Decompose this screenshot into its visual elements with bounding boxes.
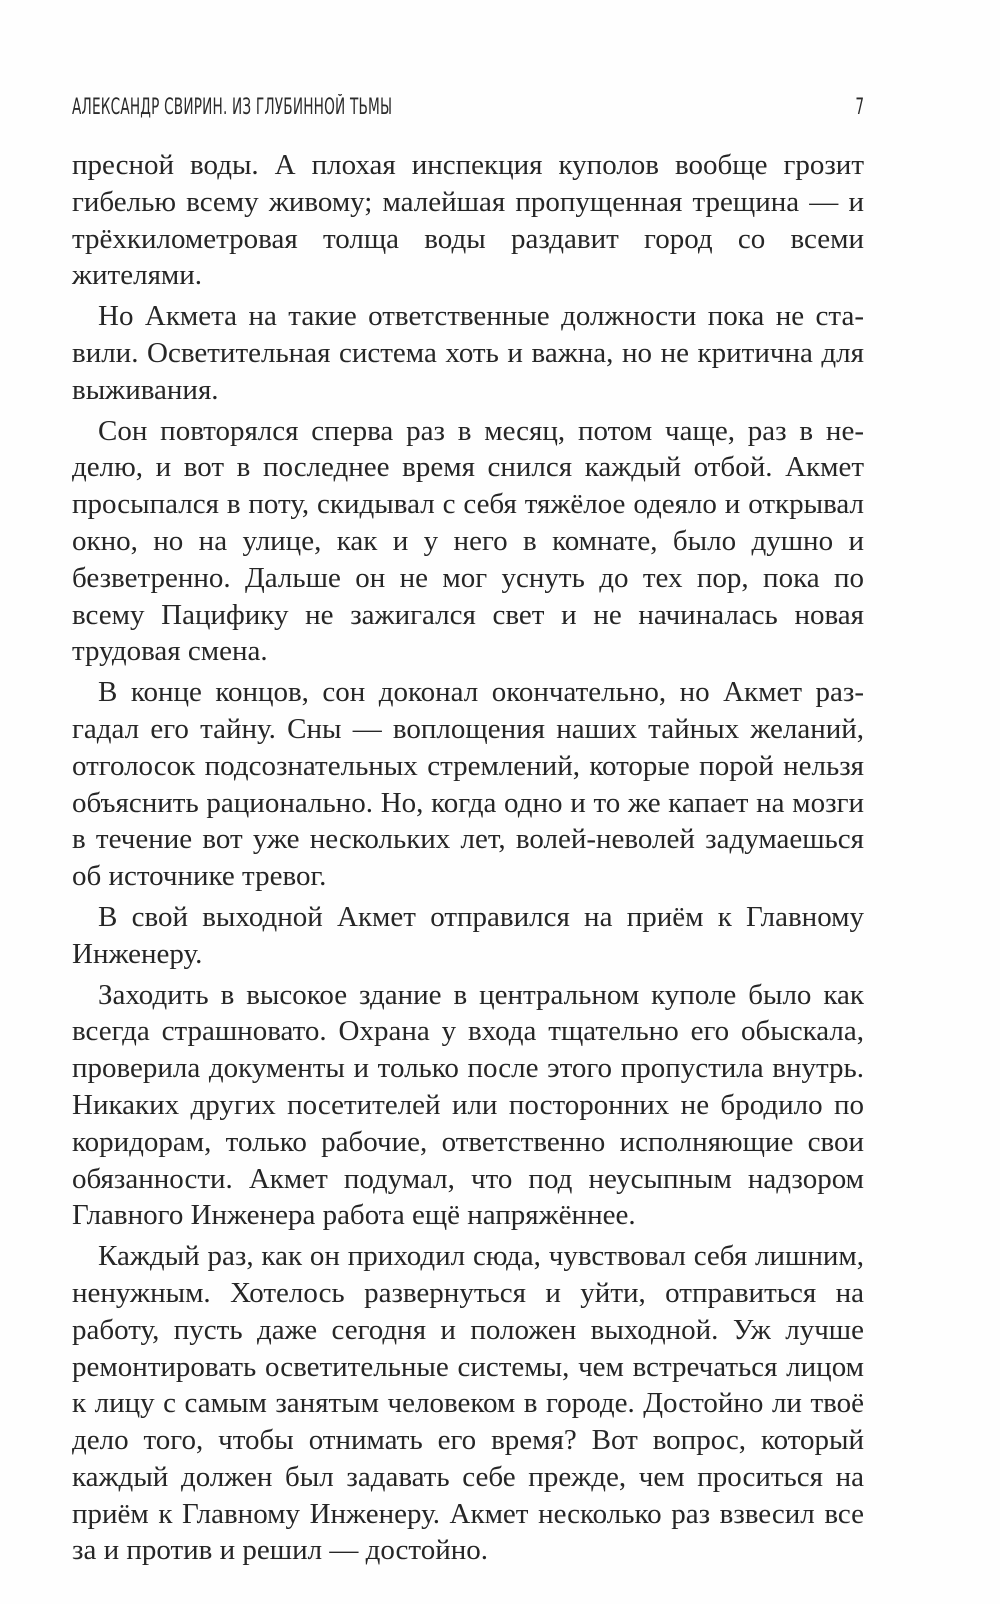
paragraph: Сон повторялся сперва раз в месяц, потом чаще, раз в неделю, и вот в последнее время снился каждый отбой. Акмет просыпался в поту, скидывал с себя тяжёлое одеяло и открывал окно, но на улице, как и у него в комнате, было душно и безветренно. Дальше он не мог уснуть до тех пор, пока по всему Пацифику не зажигался свет и не начиналась новая трудовая смена. bbox=[72, 414, 864, 668]
paragraph: Но Акмета на такие ответственные должности пока не ставили. Осветительная система хоть и важна, но не критична для выживания. bbox=[72, 300, 864, 406]
running-title: АЛЕКСАНДР СВИРИН. ИЗ ГЛУБИННОЙ ТЬМЫ bbox=[72, 95, 393, 120]
body-text bbox=[72, 147, 864, 1569]
paragraph: В свой выходной Акмет отправился на приём к Главному Инженеру. bbox=[72, 900, 864, 970]
paragraph: В конце концов, сон доконал окончательно, но Акмет разгадал его тайну. Сны — воплощения наших тайных желаний, отголосок подсознательных стремлений, которые порой нельзя объяснить рационально. Но, когда одно и то же капает на мозги в течение вот уже нескольких лет, волей-неволей задумаешься об источнике тревог. bbox=[72, 676, 864, 893]
page-number: 7 bbox=[855, 95, 864, 120]
paragraph: Заходить в высокое здание в центральном куполе было как всегда страшновато. Охрана у входа тщательно его обыскала, проверила документы и только после этого пропустила внутрь. Никаких других посетителей или посторонних не бродило по коридорам, только рабочие, ответственно исполняющие свои обязанности. Акмет подумал, что под неусыпным надзором Главного Инженера работа ещё напряжённее. bbox=[72, 978, 864, 1232]
page-header bbox=[72, 95, 864, 131]
paragraph: пресной воды. А плохая инспекция куполов вообще грозит гибелью всему живому; малейшая пропущенная трещина — и трёхкилометровая толща воды раздавит город со всеми жителями. bbox=[72, 149, 864, 292]
paragraph: Каждый раз, как он приходил сюда, чувствовал себя лишним, ненужным. Хотелось развернуться и уйти, отправиться на работу, пусть даже сегодня и положен выходной. Уж лучше ремонтировать осветительные системы, чем встречаться лицом к лицу с самым занятым человеком в городе. Достойно ли твоё дело того, чтобы отнимать его время? Вот вопрос, который каждый должен был задавать себе прежде, чем проситься на приём к Главному Инженеру. Акмет несколько раз взвесил все за и против и решил — достойно. bbox=[72, 1240, 864, 1567]
